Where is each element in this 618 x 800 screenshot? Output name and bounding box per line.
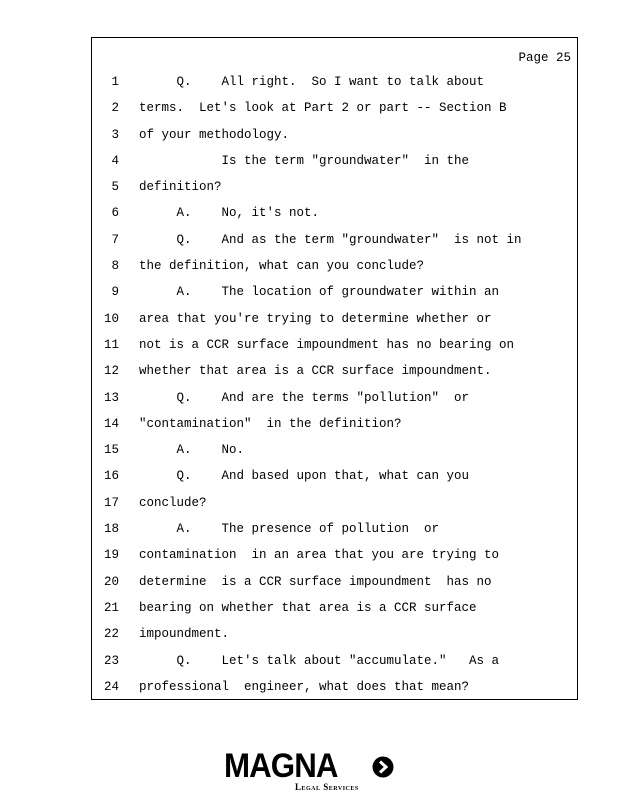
transcript-line [92, 621, 577, 647]
line-text: contamination in an area that you are trying to [139, 548, 500, 563]
arrow-circle-icon [372, 756, 394, 778]
line-text: determine is a CCR surface impoundment has no [139, 574, 492, 589]
line-number: 23 [103, 653, 119, 668]
line-text: conclude? [139, 495, 207, 510]
transcript-line [92, 542, 577, 568]
line-number: 5 [111, 180, 119, 195]
transcript-line [92, 437, 577, 463]
transcript-line [92, 358, 577, 384]
page-number: Page 25 [518, 51, 571, 65]
line-text: A. No, it's not. [139, 206, 320, 221]
transcript-page [91, 37, 578, 700]
line-text: definition? [139, 180, 222, 195]
transcript-line [92, 411, 577, 437]
line-text: A. The presence of pollution or [139, 522, 440, 537]
line-number: 22 [103, 627, 119, 642]
line-text: "contamination" in the definition? [139, 416, 402, 431]
line-number: 1 [111, 75, 119, 89]
line-text: professional engineer, what does that mean? [139, 679, 470, 694]
transcript-line [92, 463, 577, 489]
line-number: 17 [103, 495, 119, 510]
transcript-line [92, 279, 577, 305]
transcript-line [92, 253, 577, 279]
line-text: Q. And as the term "groundwater" is not in [139, 232, 522, 247]
transcript-line [92, 490, 577, 516]
logo-wordmark: MAGNA [224, 747, 338, 785]
line-number: 9 [111, 285, 119, 300]
line-number: 24 [103, 679, 119, 694]
transcript-line [92, 569, 577, 595]
line-text: Q. All right. So I want to talk about [139, 75, 485, 89]
logo-tagline: Legal Services [295, 782, 359, 792]
transcript-line [92, 516, 577, 542]
line-text: area that you're trying to determine whether or [139, 311, 492, 326]
line-number: 2 [111, 101, 119, 116]
line-number: 7 [111, 232, 119, 247]
line-text: Q. And based upon that, what can you [139, 469, 470, 484]
line-number: 12 [103, 364, 119, 379]
transcript-line [92, 69, 577, 95]
line-number: 6 [111, 206, 119, 221]
line-number: 3 [111, 127, 119, 142]
transcript-line [92, 332, 577, 358]
line-number: 16 [103, 469, 119, 484]
transcript-line [92, 648, 577, 674]
transcript-line [92, 200, 577, 226]
transcript-line [92, 306, 577, 332]
line-text: impoundment. [139, 627, 230, 642]
line-number: 13 [103, 390, 119, 405]
line-text: Q. And are the terms "pollution" or [139, 390, 470, 405]
line-number: 21 [103, 600, 119, 615]
transcript-line [92, 174, 577, 200]
transcript-line [92, 148, 577, 174]
transcript-lines [92, 69, 577, 700]
line-number: 10 [103, 311, 119, 326]
line-text: terms. Let's look at Part 2 or part -- Section B [139, 101, 507, 116]
line-text: the definition, what can you conclude? [139, 259, 425, 274]
line-text: of your methodology. [139, 127, 290, 142]
line-text: bearing on whether that area is a CCR surface [139, 600, 477, 615]
line-number: 15 [103, 443, 119, 458]
line-number: 14 [103, 416, 119, 431]
line-text: whether that area is a CCR surface impoundment. [139, 364, 492, 379]
transcript-line [92, 95, 577, 121]
line-text: Is the term "groundwater" in the [139, 153, 470, 168]
transcript-line [92, 385, 577, 411]
transcript-line [92, 674, 577, 700]
line-number: 20 [103, 574, 119, 589]
transcript-line [92, 227, 577, 253]
transcript-line [92, 595, 577, 621]
line-text: A. The location of groundwater within an [139, 285, 500, 300]
transcript-line [92, 122, 577, 148]
line-number: 4 [111, 153, 119, 168]
magna-logo [224, 748, 399, 794]
line-number: 8 [111, 259, 119, 274]
line-text: Q. Let's talk about "accumulate." As a [139, 653, 500, 668]
line-text: not is a CCR surface impoundment has no bearing on [139, 337, 515, 352]
line-number: 11 [103, 337, 119, 352]
line-number: 19 [103, 548, 119, 563]
line-text: A. No. [139, 443, 245, 458]
line-number: 18 [103, 522, 119, 537]
